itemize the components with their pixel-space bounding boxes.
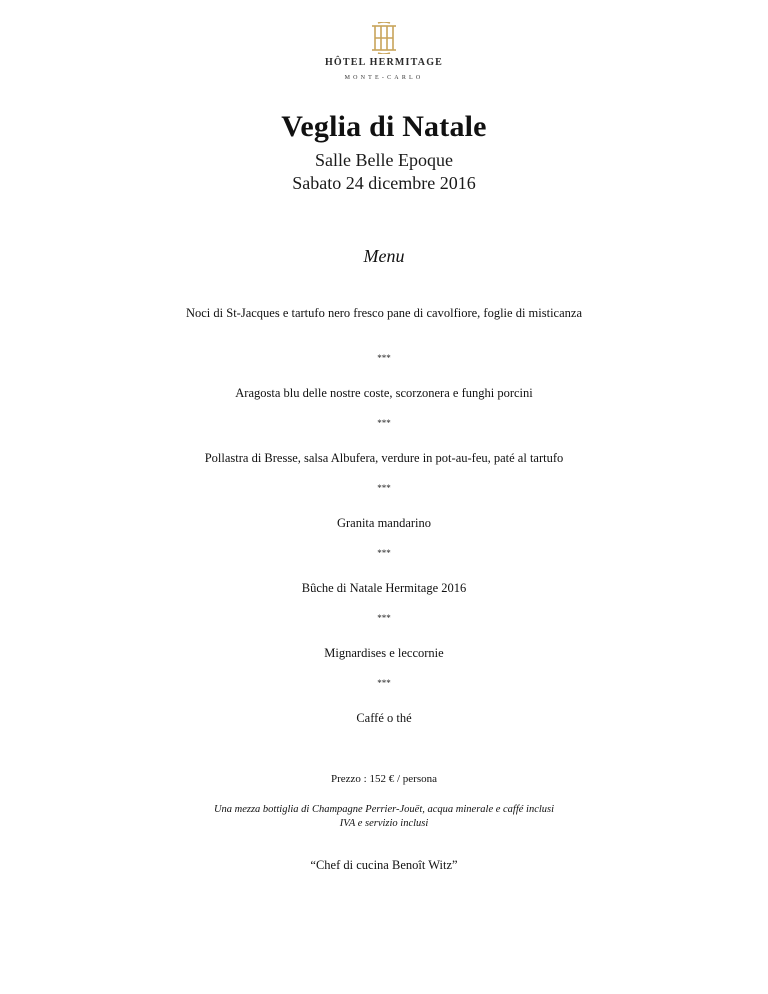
course-separator: *** bbox=[377, 483, 391, 493]
course-item: Noci di St-Jacques e tartufo nero fresco pane di cavolfiore, foglie di misticanza bbox=[185, 306, 583, 320]
page-title: Veglia di Natale bbox=[281, 110, 487, 143]
course-item: Pollastra di Bresse, salsa Albufera, verdure in pot-au-feu, paté al tartufo bbox=[204, 451, 564, 465]
hh-monogram-icon bbox=[369, 22, 399, 54]
menu-heading: Menu bbox=[363, 246, 405, 266]
course-item: Granita mandarino bbox=[336, 516, 432, 530]
course-separator: *** bbox=[377, 353, 391, 363]
chef-credit: “Chef di cucina Benoît Witz” bbox=[310, 858, 458, 872]
course-item: Mignardises e leccornie bbox=[324, 646, 444, 660]
venue: Salle Belle Epoque bbox=[315, 150, 453, 170]
tax-note: IVA e servizio inclusi bbox=[339, 818, 429, 829]
course-item: Caffé o thé bbox=[356, 711, 412, 725]
course-separator: *** bbox=[377, 548, 391, 558]
hotel-location: MONTE-CARLO bbox=[344, 75, 424, 81]
price-line: Prezzo : 152 € / persona bbox=[331, 773, 437, 785]
course-separator: *** bbox=[377, 613, 391, 623]
course-item: Aragosta blu delle nostre coste, scorzonera e funghi porcini bbox=[235, 386, 533, 400]
course-separator: *** bbox=[377, 418, 391, 428]
hotel-name: HÔTEL HERMITAGE bbox=[324, 57, 444, 68]
inclusions-note: Una mezza bottiglia di Champagne Perrier-Jouët, acqua minerale e caffé inclusi bbox=[213, 804, 555, 815]
hotel-logo bbox=[0, 22, 768, 81]
course-separator: *** bbox=[377, 678, 391, 688]
event-date: Sabato 24 dicembre 2016 bbox=[292, 173, 476, 193]
course-item: Bûche di Natale Hermitage 2016 bbox=[301, 581, 467, 595]
